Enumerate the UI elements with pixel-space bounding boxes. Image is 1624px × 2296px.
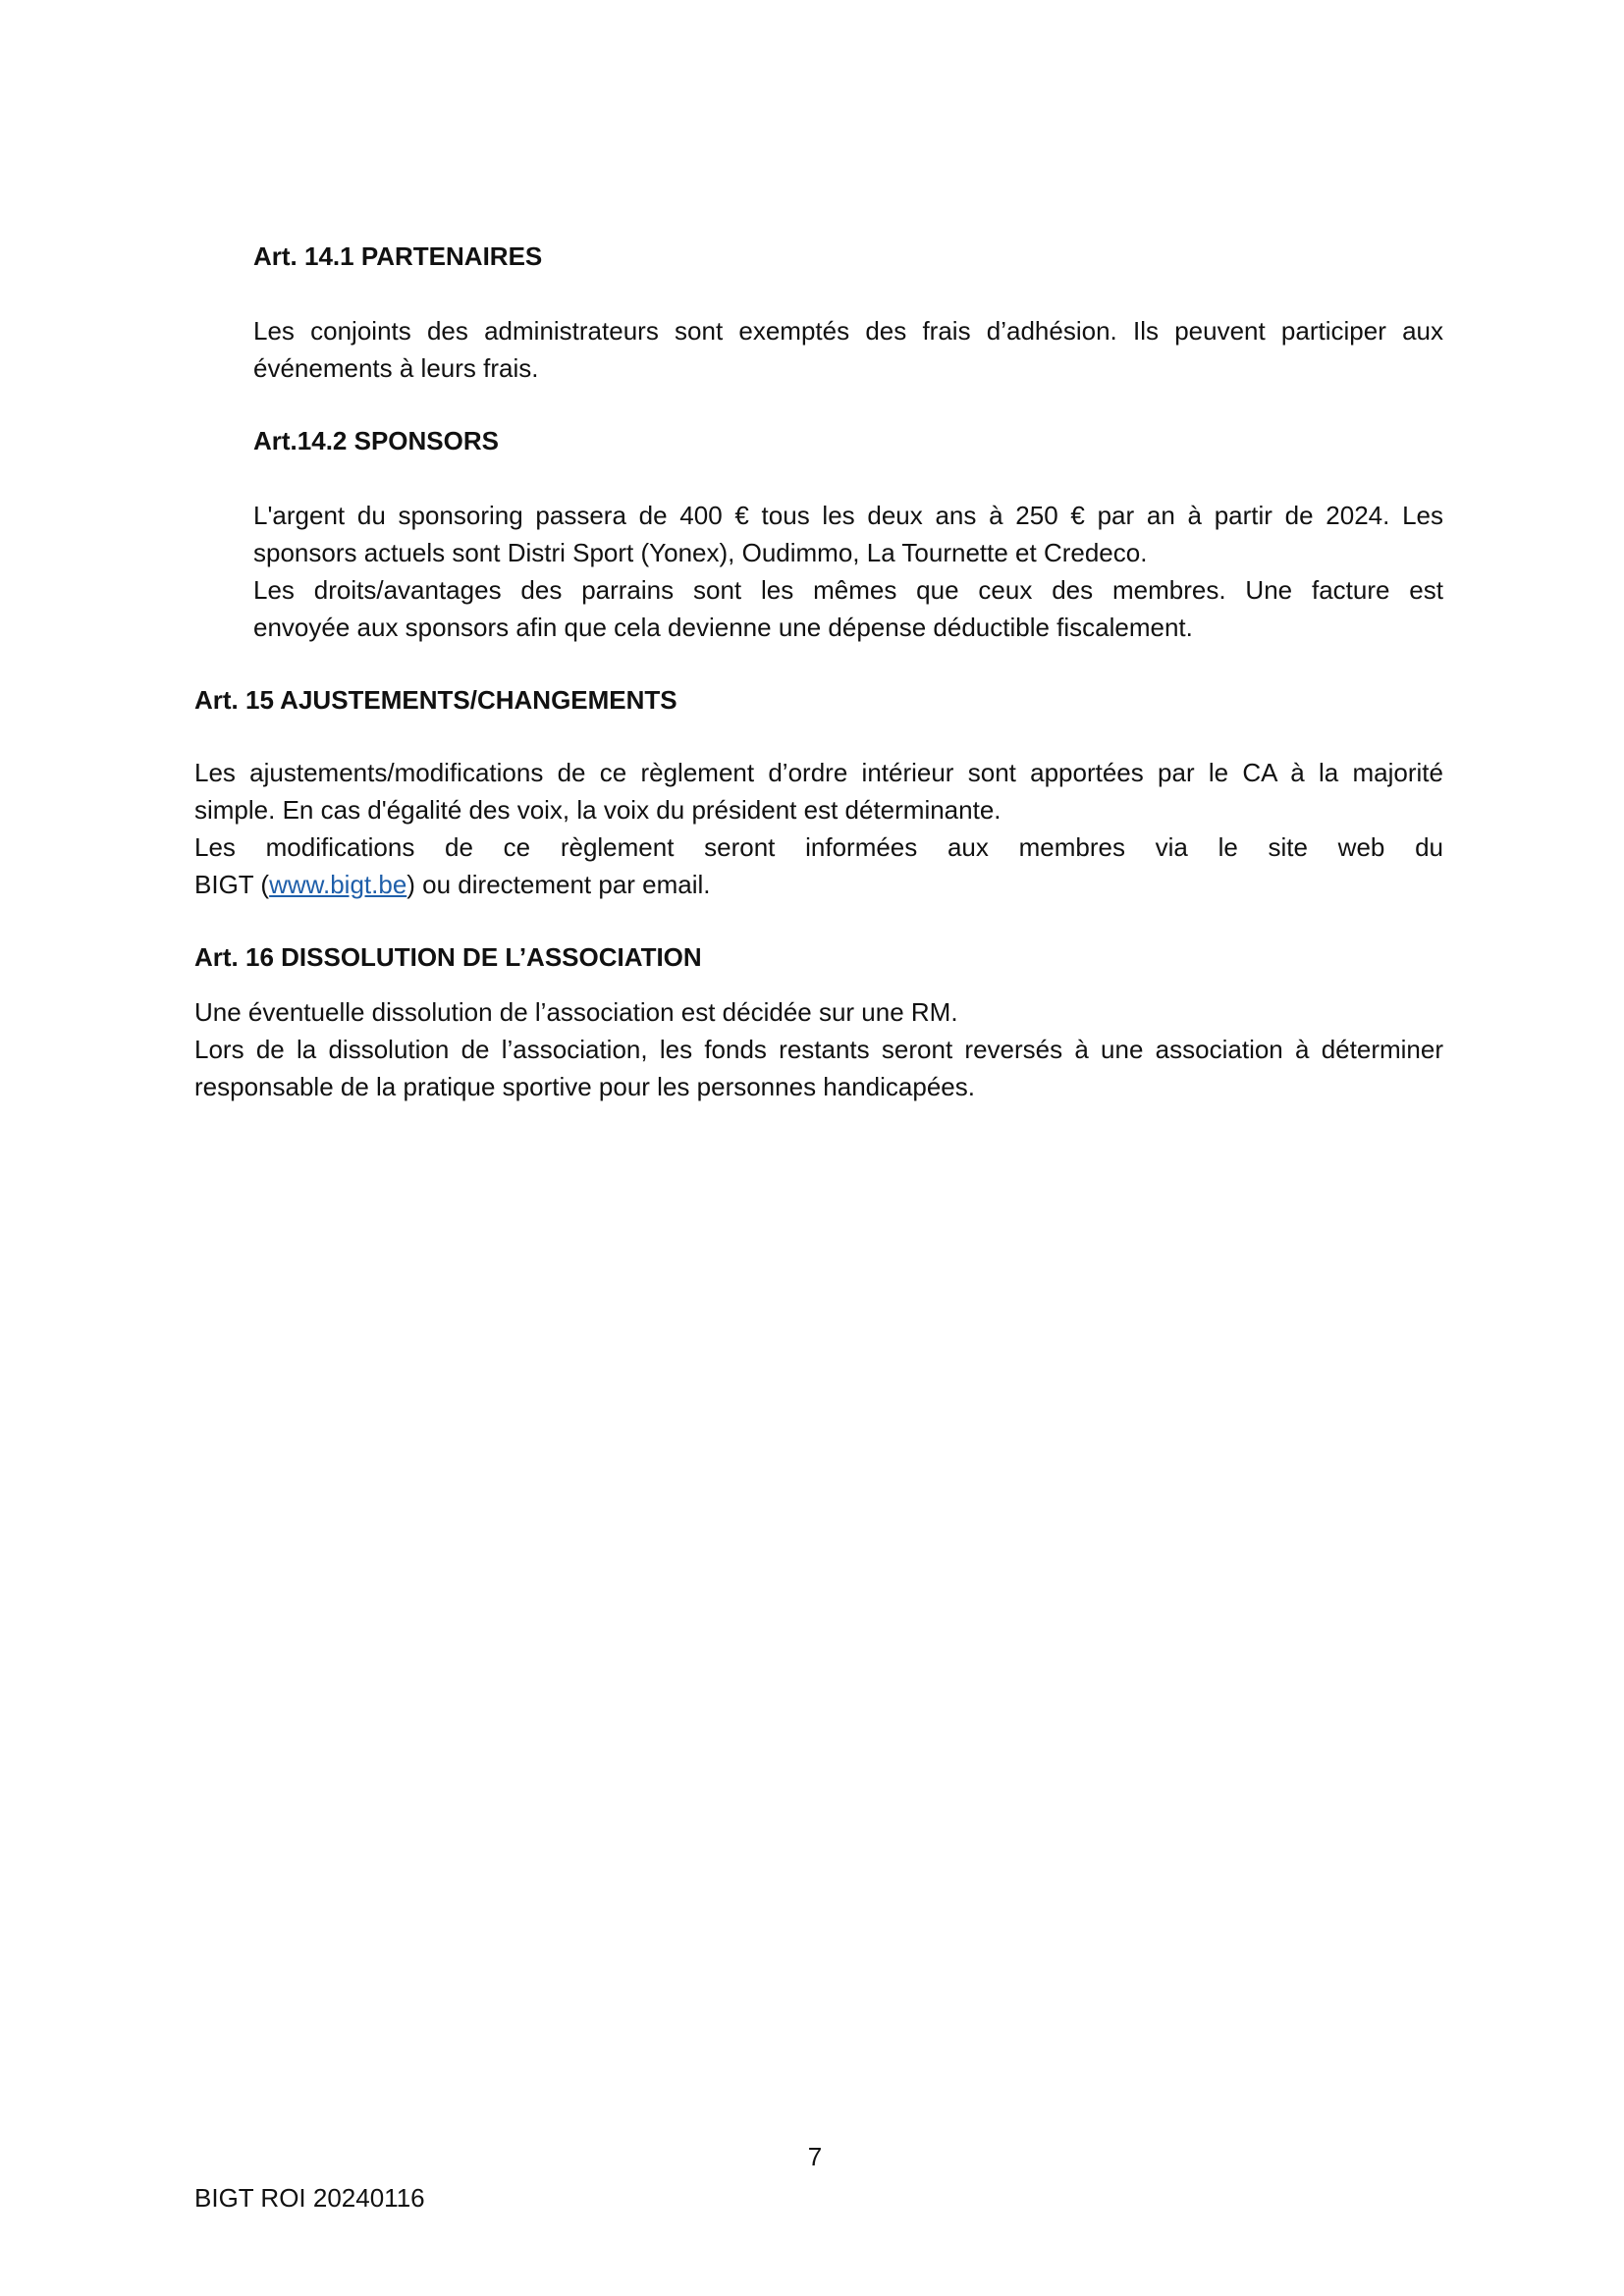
paragraph-line: sponsors actuels sont Distri Sport (Yonex), Oudimmo, La Tournette et Credeco. bbox=[253, 538, 1148, 567]
link-suffix-text: ) ou directement par email. bbox=[406, 870, 711, 899]
art-14-1-heading: Art. 14.1 PARTENAIRES bbox=[253, 241, 543, 271]
art-14-1-paragraph bbox=[253, 312, 1443, 387]
art-16-paragraph bbox=[194, 993, 1443, 1105]
paragraph-line: Les modifications de ce règlement seront informées aux membres via le site web du bbox=[194, 832, 1443, 862]
paragraph-line: Les droits/avantages des parrains sont les mêmes que ceux des membres. Une facture est bbox=[253, 575, 1443, 605]
paragraph-line: Les conjoints des administrateurs sont exemptés des frais d’adhésion. Ils peuvent participer aux bbox=[253, 316, 1443, 346]
paragraph-line: L'argent du sponsoring passera de 400 € tous les deux ans à 250 € par an à partir de 2024. Les bbox=[253, 501, 1443, 530]
paragraph-line: envoyée aux sponsors afin que cela devienne une dépense déductible fiscalement. bbox=[253, 613, 1193, 642]
art-14-2-heading: Art.14.2 SPONSORS bbox=[253, 426, 499, 455]
paragraph-line: Une éventuelle dissolution de l’association est décidée sur une RM. bbox=[194, 997, 958, 1027]
paragraph-line: événements à leurs frais. bbox=[253, 353, 539, 383]
bigt-website-link[interactable]: www.bigt.be bbox=[269, 870, 407, 899]
paragraph-line: responsable de la pratique sportive pour les personnes handicapées. bbox=[194, 1072, 975, 1101]
art-16-heading: Art. 16 DISSOLUTION DE L’ASSOCIATION bbox=[194, 942, 702, 972]
art-14-2-paragraph bbox=[253, 497, 1443, 646]
page-number: 7 bbox=[807, 2142, 823, 2171]
paragraph-line: Lors de la dissolution de l’association, les fonds restants seront reversés à une association à déterminer bbox=[194, 1035, 1443, 1064]
paragraph-line: Les ajustements/modifications de ce règlement d’ordre intérieur sont apportées par le CA à la majorité bbox=[194, 758, 1443, 787]
paragraph-line: simple. En cas d'égalité des voix, la voix du président est déterminante. bbox=[194, 795, 1001, 825]
art-15-heading: Art. 15 AJUSTEMENTS/CHANGEMENTS bbox=[194, 685, 677, 715]
art-15-paragraph bbox=[194, 754, 1443, 903]
link-prefix-text: BIGT ( bbox=[194, 870, 270, 899]
document-footer: BIGT ROI 20240116 bbox=[194, 2183, 425, 2213]
paragraph-line-with-link bbox=[194, 866, 1443, 903]
